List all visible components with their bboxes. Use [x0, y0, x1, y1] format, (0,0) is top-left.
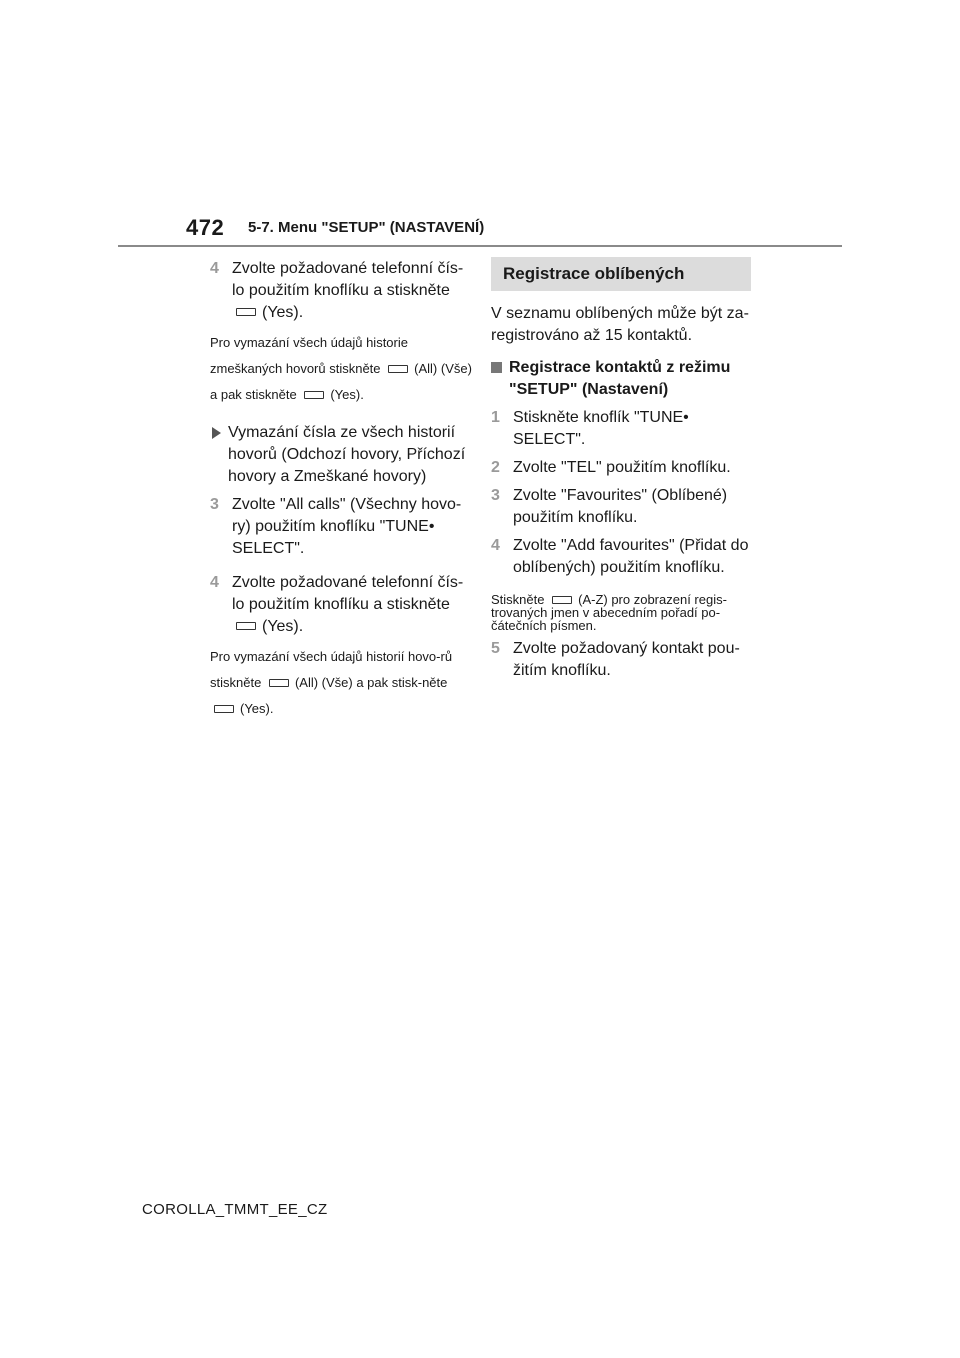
- note-text: (All) (Vše) a pak stisk-něte: [294, 675, 448, 690]
- screen-button-icon: [214, 705, 234, 713]
- note-text: (All) (Vše) a pak stiskněte: [210, 361, 472, 402]
- step-number: 5: [491, 640, 500, 657]
- note-all-history: [210, 644, 472, 722]
- note-text: Stiskněte: [491, 592, 545, 607]
- step-text: Zvolte požadovaný kontakt pou-žitím knoflíku.: [513, 640, 740, 679]
- step-2: [491, 457, 751, 479]
- subheading-text: Registrace kontaktů z režimu "SETUP" (Nastavení): [509, 359, 731, 398]
- left-column: [210, 252, 472, 722]
- bullet-text: Vymazání čísla ze všech historií hovorů (Odchozí hovory, Příchozí hovory a Zmeškané hovory): [228, 424, 466, 485]
- square-bullet-icon: [491, 362, 502, 373]
- step-number: 1: [491, 409, 500, 426]
- step-3-all-calls: [210, 494, 472, 560]
- intro-paragraph: V seznamu oblíbených může být za-registrováno až 15 kontaktů.: [491, 305, 749, 344]
- step-number: 2: [491, 459, 500, 476]
- screen-button-icon: [304, 391, 324, 399]
- note-text: (Yes).: [240, 701, 274, 716]
- page-number: 472: [186, 215, 225, 240]
- step-4-select-number-b: [210, 572, 472, 638]
- step-button-label: (Yes).: [262, 618, 304, 635]
- section-title: 5-7. Menu "SETUP" (NASTAVENÍ): [248, 219, 485, 236]
- note-a-z: [491, 593, 751, 632]
- step-4: [491, 535, 751, 579]
- note-text: Pro vymazání všech údajů historií hovo-rů stiskněte: [210, 649, 453, 690]
- header-rule: [118, 245, 842, 247]
- screen-button-icon: [552, 596, 572, 604]
- step-text: Zvolte "All calls" (Všechny hovo-ry) použitím knoflíku "TUNE• SELECT".: [232, 496, 462, 557]
- note-text: (Yes).: [330, 387, 364, 402]
- step-3: [491, 485, 751, 529]
- step-text: Zvolte "Favourites" (Oblíbené) použitím knoflíku.: [513, 487, 728, 526]
- note-missed-calls: [210, 330, 472, 408]
- step-number: 3: [491, 487, 500, 504]
- screen-button-icon: [269, 679, 289, 687]
- note-text: (A-Z) pro zobrazení regis-trovaných jmen v abecedním pořadí po-čátečních písmen.: [491, 592, 727, 633]
- triangle-bullet-icon: [212, 427, 221, 439]
- step-text: Zvolte požadované telefonní čís-lo použitím knoflíku a stiskněte: [232, 574, 464, 613]
- step-text: Stiskněte knoflík "TUNE• SELECT".: [513, 409, 689, 448]
- step-text: Zvolte "TEL" použitím knoflíku.: [513, 459, 731, 476]
- step-4-select-number: [210, 258, 472, 324]
- step-number: 4: [210, 260, 219, 277]
- document-code: COROLLA_TMMT_EE_CZ: [142, 1201, 328, 1218]
- step-number: 3: [210, 496, 219, 513]
- right-column: [491, 252, 751, 682]
- step-1: [491, 407, 751, 451]
- step-number: 4: [210, 574, 219, 591]
- step-button-label: (Yes).: [262, 304, 304, 321]
- screen-button-icon: [236, 308, 256, 316]
- screen-button-icon: [236, 622, 256, 630]
- step-5: [491, 638, 751, 682]
- step-number: 4: [491, 537, 500, 554]
- subheading: [491, 357, 751, 401]
- step-text: Zvolte požadované telefonní čís-lo použitím knoflíku a stiskněte: [232, 260, 464, 299]
- section-heading: Registrace oblíbených: [491, 257, 751, 291]
- screen-button-icon: [388, 365, 408, 373]
- step-text: Zvolte "Add favourites" (Přidat do oblíbených) použitím knoflíku.: [513, 537, 749, 576]
- bullet-delete-all-history: [210, 422, 472, 488]
- note-text: Pro vymazání všech údajů historie zmeškaných hovorů stiskněte: [210, 335, 408, 376]
